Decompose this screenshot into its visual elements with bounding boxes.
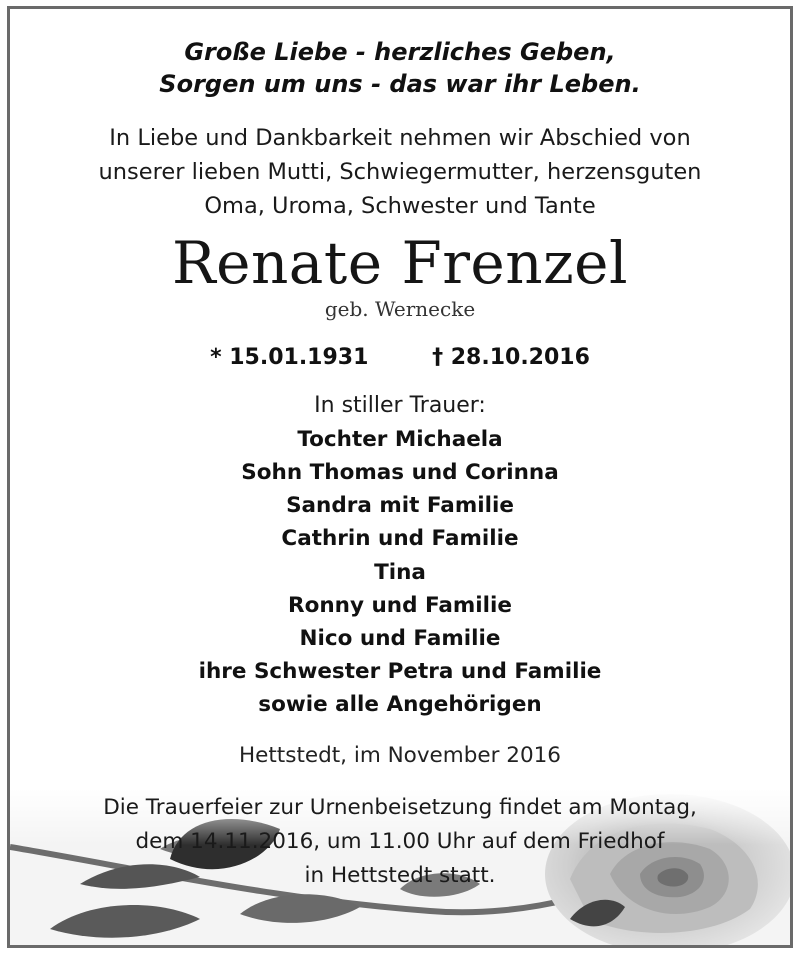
family-member: Nico und Familie xyxy=(299,626,501,651)
motto-line-2: Sorgen um uns - das war ihr Leben. xyxy=(159,70,641,98)
ceremony-line-2: dem 14.11.2016, um 11.00 Uhr auf dem Friedhof xyxy=(135,829,665,854)
birth-date: * 15.01.1931 xyxy=(210,345,369,370)
obituary-content xyxy=(10,9,790,945)
place-date: Hettstedt, im November 2016 xyxy=(238,743,561,768)
family-member: Sandra mit Familie xyxy=(286,493,514,518)
ceremony-line-1: Die Trauerfeier zur Urnenbeisetzung findet am Montag, xyxy=(103,795,697,820)
life-dates xyxy=(10,343,790,373)
birth-name: geb. Wernecke xyxy=(324,297,476,321)
intro-line-2: unserer lieben Mutti, Schwiegermutter, herzensguten xyxy=(98,159,702,185)
intro-line-1: In Liebe und Dankbarkeit nehmen wir Abschied von xyxy=(109,125,691,151)
death-date: † 28.10.2016 xyxy=(432,345,590,370)
family-member: Tochter Michaela xyxy=(297,427,503,452)
ceremony-line-3: in Hettstedt statt. xyxy=(304,863,496,888)
family-member: Tina xyxy=(374,560,426,585)
mourning-heading: In stiller Trauer: xyxy=(314,393,486,418)
intro-line-3: Oma, Uroma, Schwester und Tante xyxy=(204,193,596,219)
family-member: Ronny und Familie xyxy=(288,593,512,618)
family-member: Cathrin und Familie xyxy=(281,526,519,551)
family-member: sowie alle Angehörigen xyxy=(258,692,542,717)
family-member: Sohn Thomas und Corinna xyxy=(241,460,559,485)
motto-line-1: Große Liebe - herzliches Geben, xyxy=(184,38,616,66)
family-member: ihre Schwester Petra und Familie xyxy=(198,659,602,684)
obituary-frame xyxy=(7,6,793,948)
deceased-name: Renate Frenzel xyxy=(171,229,629,297)
